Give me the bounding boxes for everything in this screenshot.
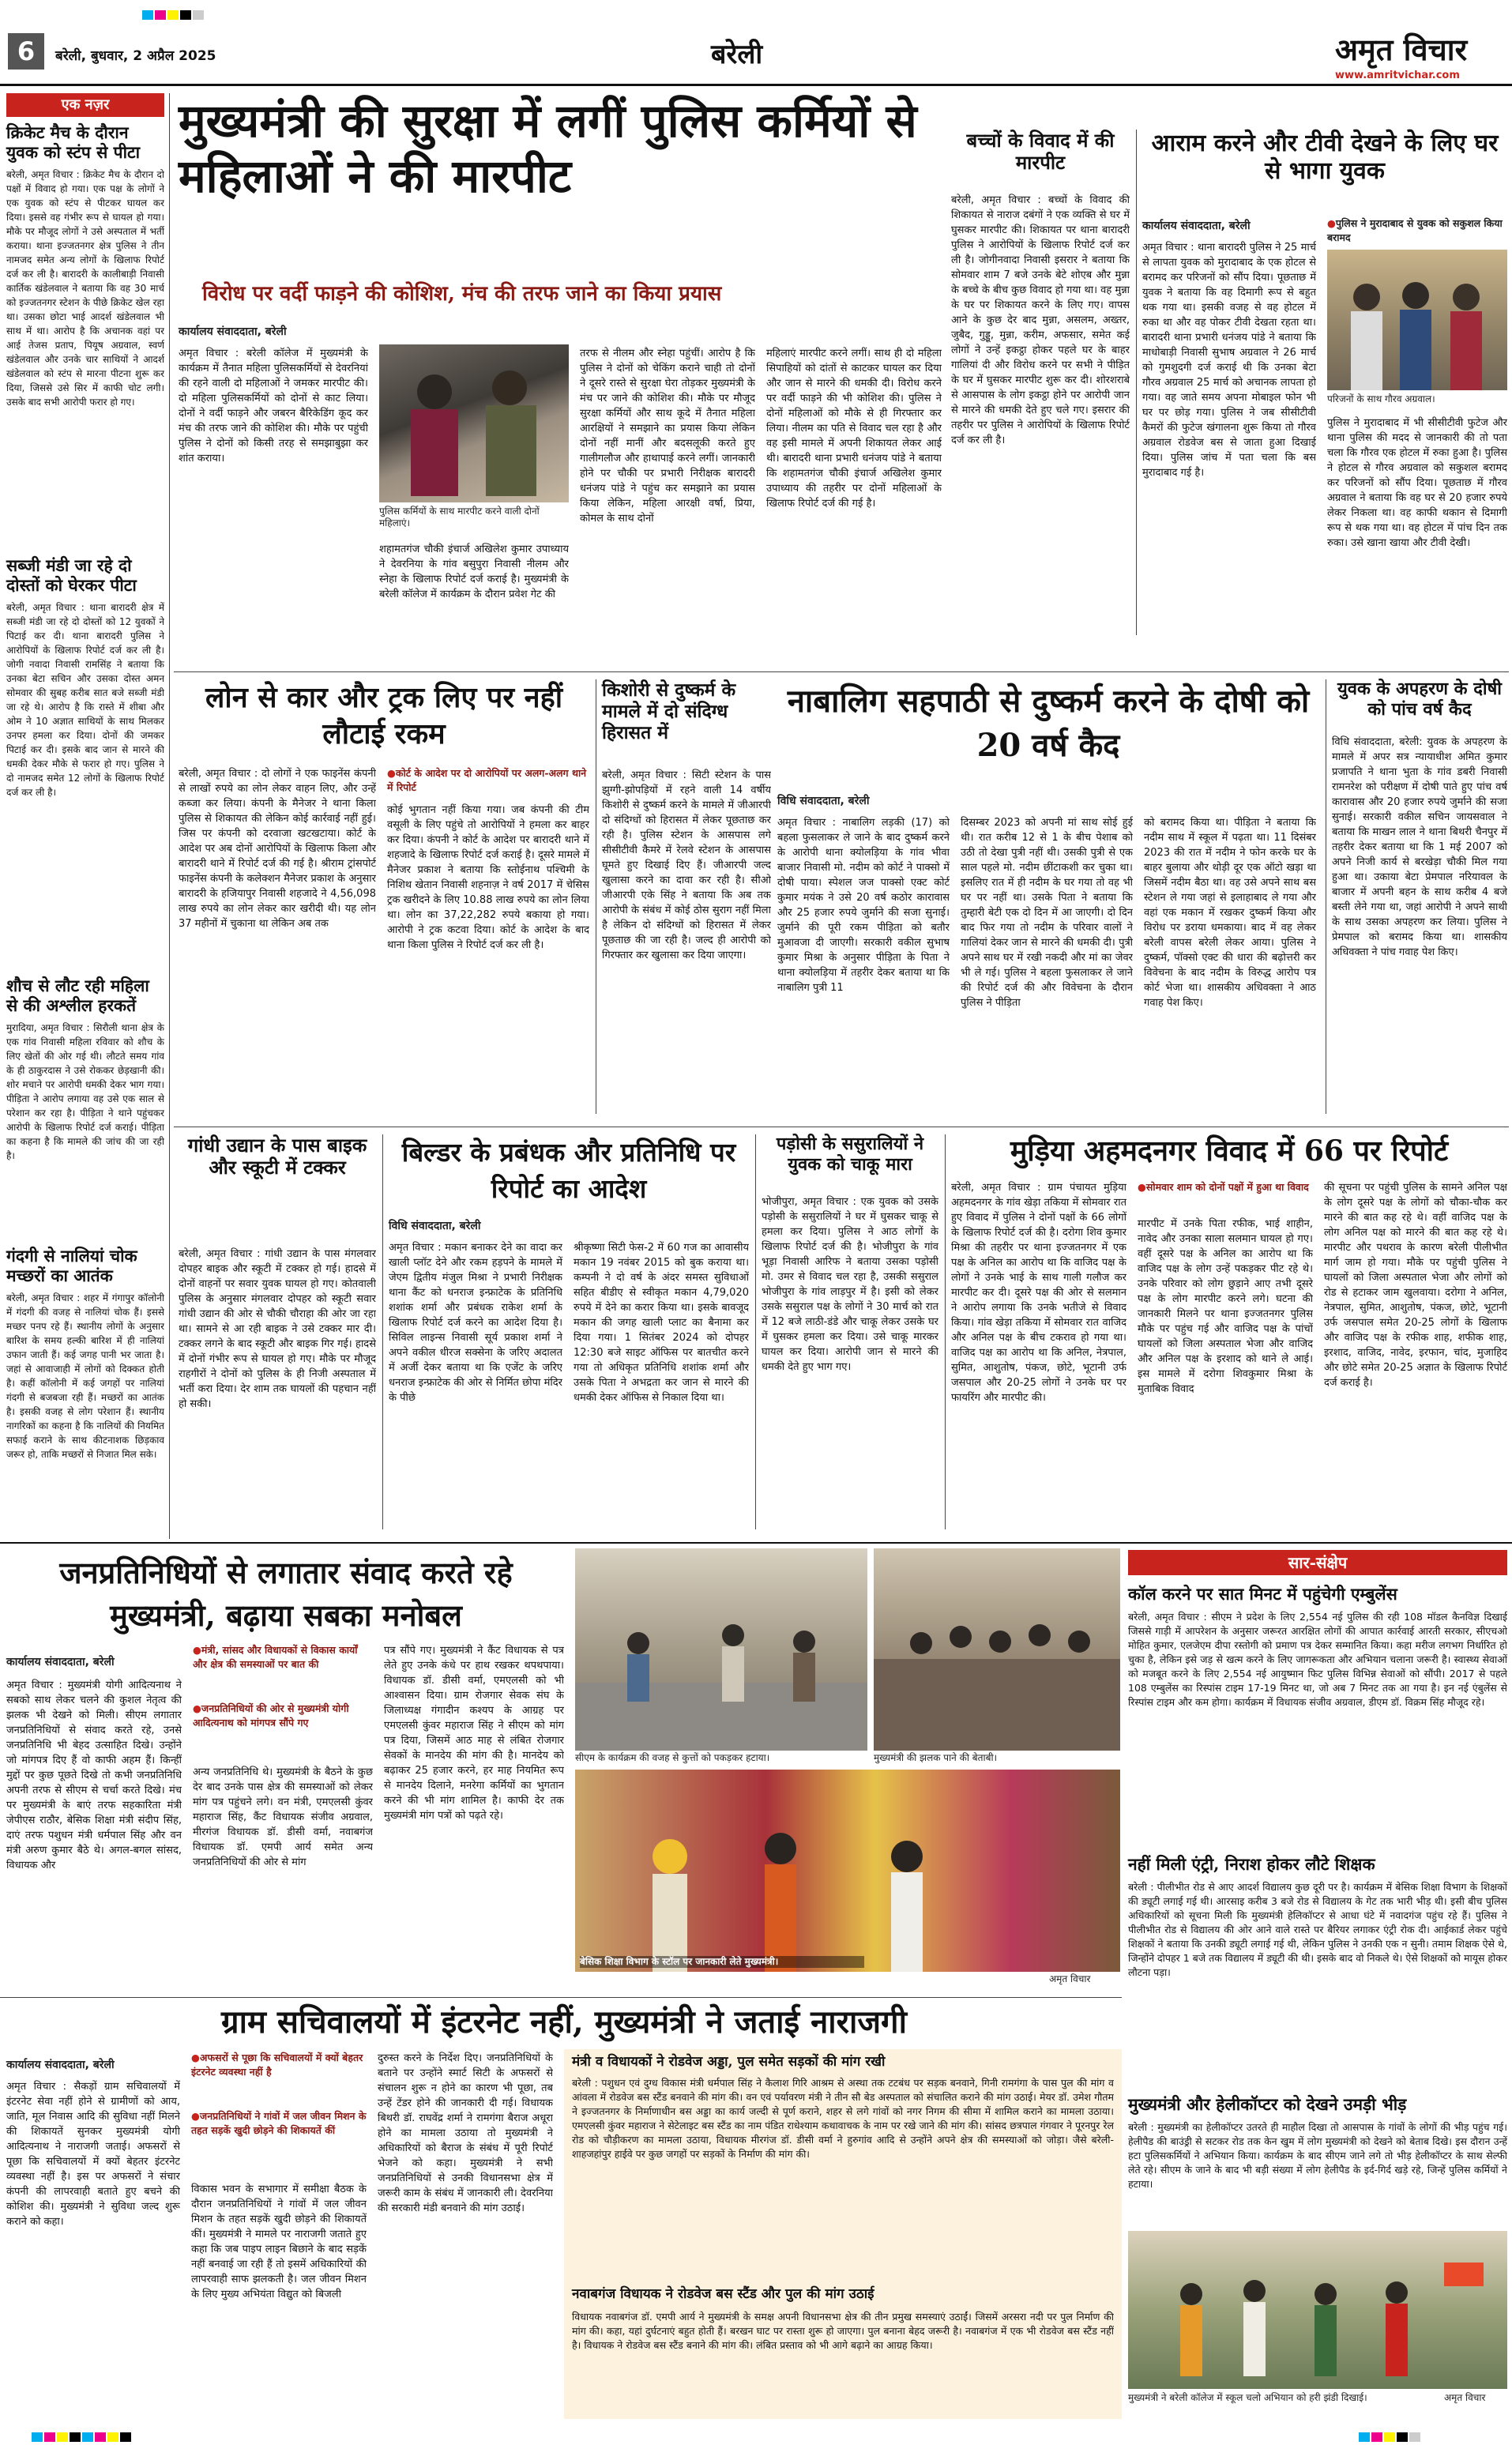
lead-subheadline: विरोध पर वर्दी फाड़ने की कोशिश, मंच की तरफ जाने का किया प्रयास [202,282,722,306]
story-title: लोन से कार और ट्रक लिए पर नहीं लौटाई रकम [205,681,563,750]
brand-logo [1335,28,1467,70]
story-body: मुरादिया, अमृत विचार : सिरौली थाना क्षेत्र के एक गांव निवासी महिला रविवार को शौच के लिए खेतों की ओर गई थी। लौटते समय गांव के ही ठाकुरदास ने उसे रोककर छेड़खानी की। शोर मचाने पर आरोपी धमकी देकर भाग गया। पीड़िता ने आरोप लगाया वह उसे एक साल से परेशान कर रहा है। पीड़िता ने थाने पहुंचकर आरोपी के खिलाफ रिपोर्ट दर्ज कराई। पीड़िता का कहना है कि मामले की जांच की जा रही है। [6,1022,164,1161]
story-body: बरेली : मुख्यमंत्री का हेलीकॉप्टर उतरते ही माहौल दिखा तो आसपास के गांवों के लोगों की भीड़ पहुंच गई। हेलीपैड की बाउंड्री से सटकर रोड तक केन खुम में लोग मुख्यमंत्री को देखने को बेताब दिखे। इस दौरान उन्हें हटा पुलिसकर्मियों ने अभियान किया। कार्यक्रम के बाद सीएम जाने लगे तो भीड़ हेलीकॉप्टर के साथ सेल्फी लेते रहे। सीएम के जाने के बाद भी बड़ी संख्या में लोग हेलीपैड के इर्द-गिर्द खड़े रहे, जिन्हें पुलिस कर्मियों ने हटाया। [1128,2121,1507,2190]
stall-image [575,1770,1120,1972]
column-divider [755,1134,756,1529]
section-rule [174,671,1509,672]
story-aaram [1142,130,1507,683]
story-byline: कार्यालय संवाददाता, बरेली [1142,220,1251,232]
story-byline: विधि संवाददाता, बरेली [389,1220,481,1232]
column-divider [382,1134,383,1529]
registration-marks [1359,2430,1422,2445]
story-title: मुड़िया अहमदनगर विवाद में 66 पर रिपोर्ट [1010,1134,1449,1168]
crowd-image [874,1548,1120,1751]
story-title: बच्चों के विवाद में की मारपीट [966,129,1115,175]
lead-col1: अमृत विचार : बरेली कॉलेज में मुख्यमंत्री के कार्यक्रम में तैनात महिला पुलिसकर्मियों से देवरनियां की रहने वाली दो महिलाओं ने जमकर मारपीट की। दो महिला पुलिसकर्मियों को दोनों से काट लिया। दोनों ने वर्दी फाड़ने और जबरन बैरिकेडिंग कूद कर मंच की तरफ जाने की कोशिश की। मौके पर पहुंची पुलिस ने दोनों को किसी तरह से समझाबुझा कर शांत कराया। [179,348,368,465]
story-title: जनप्रतिनिधियों से लगातार संवाद करते रहे मुख्यमंत्री, बढ़ाया सबका मनोबल [59,1555,513,1633]
story-col2: पुलिस ने मुरादाबाद में भी सीसीटीवी फुटेज और थाना पुलिस की मदद से जानकारी की तो पता चला कि गौरव एक होटल में रुका हुआ है। पुलिस ने होटल से गौरव अग्रवाल को सकुशल बरामद कर परिजनों को सौंप दिया। पूछताछ में गौरव अग्रवाल ने बताया कि वह घर से 20 हजार रुपये लेकर निकला था। वह काफी थकान से दिमागी रूप से थक गया था। वह होटल में पांच दिन तक रुका। उसे खाना खाया और टीवी देखी। [1327,417,1507,549]
story-mudiya [951,1134,1507,1537]
story-title: बिल्डर के प्रबंधक और प्रतिनिधि पर रिपोर्ट का आदेश [401,1137,736,1204]
story-highlight: ● जनप्रतिनिधियों की ओर से मुख्यमंत्री योगी आदित्यनाथ को मांगपत्र सौंपे गए [193,1702,373,1730]
story-kishori [602,679,771,1122]
story-title: ग्राम सचिवालयों में इंटरनेट नहीं, मुख्यमंत्री ने जताई नाराजगी [221,2003,907,2041]
photo-credit: अमृत विचार [1049,1973,1091,1984]
story-col1: बरेली, अमृत विचार : ग्राम पंचायत मुड़िया अहमदनगर के गांव खेड़ा तकिया में सोमवार रात हुए विवाद में पुलिस ने दोनों पक्षों के 66 लोगों के खिलाफ रिपोर्ट दर्ज की है। दरोगा शिव कुमार मिश्रा की तहरीर पर थाना इज्जतनगर में एक पक्ष के अनिल का आरोप था कि वाजिद पक्ष के लोगों ने उनके भाई के साथ गाली गलौज कर मारपीट कर दी। दूसरे पक्ष की ओर से सलमान ने आरोप लगाया कि उनके भतीजे से विवाद किया। गांव खेड़ा तकिया में सोमवार रात वाजिद और अनिल पक्ष के बीच टकराव हो गया था। वाजिद पक्ष का आरोप था कि अनिल, नेत्रपाल, सुमित, आशुतोष, पंकज, छोटे, भूटानी उर्फ जसपाल और 20-25 लोगों ने उनके घर पर फायरिंग और मारपीट की। [951,1182,1126,1404]
flag-off-image [1128,2231,1507,2389]
story-title: क्रिकेट मैच के दौरान युवक को स्टंप से पीटा [6,122,141,162]
story-title: कॉल करने पर सात मिनट में पहुंचेगी एम्बुलेंस [1128,1584,1397,1604]
crowd-image [575,1548,867,1751]
photo-grid [575,1548,1120,1991]
lead-story [179,93,945,662]
story-body: बरेली, अमृत विचार : शहर में गंगापुर कॉलोनी में गंदगी की वजह से नालियां चोक हैं। इससे मच्छर पनप रहे हैं। स्थानीय लोगों के अनुसार बारिश के समय हल्की बारिश में ही नालियां उफान जाती हैं। कई जगह पानी भर जाता है। जहां से आवाजाही में लोगों को दिक्कत होती है। कहीं कॉलोनी में कई जगहों पर नालियां गंदगी से बजबजा रही हैं। मच्छरों का आतंक है। इसकी वजह से लोग परेशान हैं। स्थानीय नागरिकों का कहना है कि नालियों की नियमित सफाई कराने के साथ कीटनाशक छिड़काव जरूर हो, ताकि मच्छरों से निजात मिल सके। [6,1292,164,1460]
story-title: पड़ोसी के ससुरालियों ने युवक को चाकू मारा [776,1134,924,1175]
story-byline: विधि संवाददाता, बरेली [777,795,870,807]
box-title: नवाबगंज विधायक ने रोडवेज बस स्टैंड और पुल की मांग उठाई [572,2286,874,2302]
column-divider [1136,130,1137,635]
story-body: भोजीपुरा, अमृत विचार : एक युवक को उसके पड़ोसी के ससुरालियों ने घर में घुसकर चाकू से हमला कर दिया। पुलिस ने आठ लोगों के खिलाफ रिपोर्ट दर्ज की है। भोजीपुरा के गांव भूड़ा निवासी आरिफ ने बताया उसका पड़ोसी मो. उमर से विवाद चल रहा है, उसकी ससुराल भोजीपुरा के गांव लाड़पुर में है। इसी को लेकर उसके ससुराल पक्ष के लोगों ने 30 मार्च को रात में 12 बजे लाठी-डंडे और चाकू लेकर उसके घर में घुसकर हमला कर दिया। उसे चाकू मारकर घायल कर दिया। आरोपी जान से मारने की धमकी देते हुए भाग गए। [762,1196,938,1373]
story-title: नाबालिग सहपाठी से दुष्कर्म करने के दोषी को 20 वर्ष कैद [787,683,1310,764]
lead-photo-caption: पुलिस कर्मियों के साथ मारपीट करने वाली दोनों महिलाएं। [379,506,540,528]
story-title: गंदगी से नालियां चोक मच्छरों का आतंक [6,1246,137,1285]
story-body: बरेली, अमृत विचार : क्रिकेट मैच के दौरान दो पक्षों में विवाद हो गया। एक पक्ष के लोगों ने एक युवक को स्टंप से पीटकर घायल कर दिया। इससे वह गंभीर रूप से घायल हो गया। मौके पर मौजूद लोगों ने उसे अस्पताल में भर्ती कराया। थाना इज्जतनगर क्षेत्र पुलिस ने तीन नामजद समेत अन्य लोगों के खिलाफ रिपोर्ट दर्ज कर ली है। बारादरी के कालीबाड़ी निवासी कार्तिक खंडेलवाल ने बताया कि वह 30 मार्च को इज्जतनगर स्टेशन के पीछे क्रिकेट खेल रहा था। उसका छोटा भाई आदर्श खंडेलवाल भी साथ में था। आरोप है कि अचानक वहां पर आई तेजस प्रताप, पियूष अग्रवाल, स्वर्ण खंडेलवाल और उनके चार साथियों ने आदर्श खंडेलवाल को स्टंप से मारना पीटना शुरू कर दिया, जिससे उसे सिर में काफी चोट लगी। उसके बाद सभी आरोपी फरार हो गए। [6,169,164,408]
ek-nazar-label: एक नज़र [6,93,164,117]
brand-text: अमृत विचार [1335,32,1468,67]
photo-caption: मुख्यमंत्री की झलक पाने की बेताबी। [874,1752,998,1763]
section-rule [0,1542,1512,1544]
story-col1: अमृत विचार : नाबालिग लड़की (17) को बहला फुसलाकर ले जाने के बाद दुष्कर्म करने के आरोपी थाना क्योलड़िया के गांव भीवा बाजार निवासी मो. नदीम को कोर्ट ने पाक्सो में दोषी पाया। स्पेशल जज पाक्सो एक्ट कोर्ट कुमार मयंक ने उसे 20 वर्ष कठोर कारावास और 25 हजार रुपये जुर्माने की सजा सुनाई। जुर्माने की पूरी रकम पीड़िता को बतौर मुआवजा दी जाएगी। सरकारी वकील सुभाष कुमार मिश्रा के अनुसार पीड़िता के पिता ने थाना क्योलड़िया में तहरीर देकर बताया था कि नाबालिग पुत्री 11 [777,817,950,994]
story-yuvak [1332,679,1507,1122]
lead-col2: शहामतगंज चौकी इंचार्ज अखिलेश कुमार उपाध्याय ने देवरनिया के गांव बसुपुरा निवासी नीलम और स्नेहा के खिलाफ रिपोर्ट दर्ज कराई है। मुख्यमंत्री के बरेली कॉलेज में कार्यक्रम के दौरान प्रवेश गेट की [379,544,569,600]
story-col2: दिसम्बर 2023 को अपनी मां साथ सोई हुई थी। रात करीब 12 से 1 के बीच पेशाब को उठी तो देखा पुत्री नहीं थी। उसकी पुत्री से एक साल पहले मो. नदीम छींटाकशी कर चुका था। इसलिए रात में ही नदीम के घर गया तो वह भी घर पर नहीं था। उसके पिता ने बताया कि तुम्हारी बेटी एक दो दिन में आ जाएगी। दो दिन बाद फिर गया तो नदीम के परिवार वालों ने गालियां देकर जान से मारने की धमकी दी। पुत्री अपने साथ घर में रखी नकदी और मां का जेवर भी ले गई। पुलिस ने बहला फुसलाकर ले जाने की रिपोर्ट दर्ज की और विवेचना के दौरान पुलिस ने पीड़िता [961,817,1133,1009]
story-byline: कार्यालय संवाददाता, बरेली [6,1656,115,1668]
story-body: बरेली, अमृत विचार : गांधी उद्यान के पास मंगलवार दोपहर बाइक और स्कूटी में टक्कर हो गई। हादसे में दोनों वाहनों पर सवार युवक घायल हो गए। कोतवाली पुलिस के अनुसार मंगलवार दोपहर को स्कूटी सवार गांधी उद्यान की ओर से चौकी चौराहा की ओर जा रहा था। सामने से आ रही बाइक ने उसे टक्कर मार दी। टक्कर लगने के बाद स्कूटी और बाइक गिर गई। हादसे में दोनों गंभीर रूप से घायल हो गए। मौके पर मौजूद राहगीरों ने दोनों को पुलिस के ही निजी अस्पताल में भर्ती करा दिया। देर शाम तक घायलों की पहचान नहीं हो सकी। [179,1248,376,1410]
lead-photo [379,344,569,502]
story-title: नहीं मिली एंट्री, निराश होकर लौटे शिक्षक [1128,1854,1375,1874]
story-byline: कार्यालय संवाददाता, बरेली [6,2059,115,2071]
story-col1: अमृत विचार : मकान बनाकर देने का वादा कर खाली प्लॉट देने और रकम हड़पने के मामले में जेएम द्वितीय मंजुल मिश्रा ने प्रभारी निरीक्षक थाना कैंट को धनराज इन्फ्राटेक के प्रतिनिधि शशांक शर्मा और प्रबंधक राकेश शर्मा के खिलाफ रिपोर्ट दर्ज करने का आदेश दिया है। सिविल लाइन्स निवासी सूर्य प्रकाश शर्मा ने अपने वकील धीरज सक्सेना के जरिए अदालत में अर्जी देकर बताया था कि एजेंट के जरिए धनराज इन्फ्राटेक की ओर से निर्मित छोपा मंदिर के पीछे [389,1242,562,1404]
story-col1: बरेली, अमृत विचार : दो लोगों ने एक फाइनेंस कंपनी से लाखों रुपये का लोन लेकर वाहन लिए, और उन्हें कब्जा कर लिया। कंपनी के मैनेजर ने थाना किला पुलिस से शिकायत की लेकिन कोई कार्रवाई नहीं हुई। जिस पर कंपनी को दरवाजा खटखटाया। कोर्ट के आदेश पर अब दोनों आरोपियों के खिलाफ किला और बारादरी थाने में रिपोर्ट दर्ज की गई है। श्रीराम ट्रांसपोर्ट फाइनेंस कंपनी के कलेक्शन मैनेजर प्रकाश के अनुसार बारादरी के हजियापुर निवासी शहजादे ने 4,56,098 लाख रुपये का लोन लेकर कार खरीदी थी। यह लोन 37 महीनों में चुकाना था लेकिन अब तक [179,768,376,930]
story-col3: दुरुस्त करने के निर्देश दिए। जनप्रतिनिधियों के बताने पर उन्होंने स्मार्ट सिटी के अफसरों से संचालन शुरू न होने का कारण भी पूछा, तब उन्हें टेंडर होने की जानकारी दी गई। विधायक बिथरी डॉ. राघवेंद्र शर्मा ने रामगंगा बैराज अधूरा होने का मामला उठाया तो मुख्यमंत्री ने अधिकारियों को बैराज के संबंध में पूरी रिपोर्ट भेजने को कहा। मुख्यमंत्री ने सभी जनप्रतिनिधियों से उनकी विधानसभा क्षेत्र में जरूरी काम के संबंध में जानकारी ली। देवरनिया की सरकारी मंडी बनवाने की मांग उठाई। [378,2052,553,2214]
photo-caption: मुख्यमंत्री ने बरेली कॉलेज में स्कूल चलो अभियान को हरी झंडी दिखाई। [1128,2392,1367,2403]
header-rule [0,84,1512,86]
story-padosi [762,1134,938,1537]
story-title: युवक के अपहरण के दोषी को पांच वर्ष कैद [1337,679,1502,720]
photo-caption: सीएम के कार्यक्रम की वजह से कुत्तों को पकड़कर हटाया। [575,1752,770,1763]
lead-headline: मुख्यमंत्री की सुरक्षा में लगीं पुलिस कर्मियों से महिलाओं ने की मारपीट [179,94,917,203]
story-gram [6,2003,1122,2422]
story-body: बरेली, अमृत विचार : सीएम ने प्रदेश के लिए 2,554 नई पुलिस की रही 108 मॉडल कैनविज्ञ दिखाई जिससे गाड़ी में आपरेशन के अनुसार जरूरत आरक्षित लोगों की आपात कार्रवाई आरती सरकार, सीएचओ मोहित कुमार, एलजेएम दीपा रस्तोगी को प्रमाण पत्र देकर सम्मानित किया। कहा मरीज लगभग निर्धारित हो चुका है, लेकिन इसे जड़ से खत्म करने के लिए जागरूकता और अभियान चलाना जरूरी है। स्वास्थ्य सेवाओं को मजबूत करने के लिए 2,554 नई आयुष्मान फिट पुलिस विभिन्न सेवाओं को सौंपी। 2017 से पहले 108 एम्बुलेंस का रिस्पांस टाइम 17-19 मिनट था, जो अब 7 मिनट तक आ गया है। इन नई एंबुलेंस से रिस्पांस टाइम और कम होगा। कार्यक्रम में विधायक संजीव अग्रवाल, डीएम डॉ. विक्रम सिंह मौजूद रहे। [1128,1611,1507,1708]
story-title: शौच से लौट रही महिला से की अश्लील हरकतें [6,976,149,1015]
story-bachon [951,130,1130,635]
story-body: बरेली : पीलीभीत रोड से आए आदर्श विद्यालय कुछ दूरी पर है। कार्यक्रम में बेसिक शिक्षा विभाग के शिक्षकों की ड्यूटी लगाई गई थी। आरसाइ करीब 3 बजे रोड से विद्यालय के गेट तक भारी भीड़ थी। इसी बीच पुलिस अधिकारियों को सूचना मिली कि मुख्यमंत्री हेलिकॉप्टर से आधा घंटे में नवादगंज पहुंच रहे हैं। पुलिस ने पीलीभीत रोड से विद्यालय की ओर आने वाले रास्ते पर बैरियर लगाकर एंट्री रोक दी। आईकार्ड लेकर पहुंचे शिक्षकों ने बताया कि उनकी ड्यूटी लगाई गई थी, लेकिन पुलिस ने उनकी एक न सुनी। तमाम शिक्षक ऐसे थे, जिन्होंने दोपहर 1 बजे तक विद्यालय में ड्यूटी की थी। इसके बाद वो निकले थे। ऐसे शिक्षकों को मायूस होकर लौटना पड़ा। [1128,1881,1507,1978]
story-col3: को बरामद किया था। पीड़िता ने बताया कि नदीम साथ में स्कूल में पढ़ता था। 11 दिसंबर 2023 की रात में नदीम ने फोन करके घर के बाहर बुलाया और थोड़ी दूर एक ऑटो खड़ा था जिसमें नदीम बैठा था। वह उसे अपने साथ बस स्टेशन ले गया जहां से इलाहाबाद ले गया और वहां एक मकान में रखकर दुष्कर्म किया और विरोध पर डराया धमकाया। बाद में वह लेकर बरेली वापस बरेली लेकर आया। पुलिस ने दुष्कर्म, पॉक्सो एक्ट की धारा की बढ़ोत्तरी कर विवेचना के बाद नदीम के विरुद्ध आरोप पत्र कोर्ट भेजा था। शासकीय अधिवक्ता ने आठ गवाह पेश किए। [1144,817,1316,1009]
box-body: बरेली : पशुधन एवं दुग्ध विकास मंत्री धर्मपाल सिंह ने कैलाश गिरि आश्रम से अस्था तक टटबंध पर सड़क बनवाने, गिनी रामगंगा के पास पुल की मांग व आंवला में रोडवेज बस स्टैंड बनवाने की मांग की। वन एवं पर्यावरण मंत्री ने तीन सौ बेड अस्पताल को संचालित कराने की मांग उठाई। मेयर डॉ. उमेश गौतम ने इज्जतनगर के निर्माणाधीन बस अड्डा का कार्य जल्दी से पूर्ण कराने, शहर से लगे गांवों को नगर निगम की सीमा में शामिल कराने का मामला उठाया। एमएलसी कुंवर महाराज ने सेटेलाइट बस स्टैंड का नाम पंडित राधेश्याम कथावाचक के नाम पर रखे जाने की मांग की। सांसद छत्रपाल गंगवार ने पूरनपुर रेल रोड को चौड़ीकरण का मामला उठाया, विधायक मीरगंज डॉ. डीसी वर्मा ने हुरुगांव आदि से उन्होंने अपने क्षेत्र की समस्याओं को जोड़ा। जैसे बरेली-शाहजहांपुर हाईवे पर कुछ जगहों पर सड़कों के निर्माण की मांग की। [572,2077,1114,2160]
story-highlight: ● कोर्ट के आदेश पर दो आरोपियों पर अलग-अलग थाने में रिपोर्ट [387,766,589,795]
family-photo [1327,250,1507,390]
news-photo [1128,2231,1507,2389]
registration-marks [142,8,205,23]
story-col2: मारपीट में उनके पिता रफीक, भाई शाहीन, नावेद और उनका साला सलमान घायल हो गए। वहीं दूसरे पक्ष के अनिल का आरोप था कि वाजिद पक्ष के लोग उन्हें पकड़कर पीट रहे थे। उनके परिवार को लोग छुड़ाने आए तभी दूसरे पक्ष के लोग मारपीट करने लगे। घटना की जानकारी मिलने पर थाना इज्जतनगर पुलिस मौके पर पहुंच गई और वाजिद पक्ष के पांचों घायलों को जिला अस्पताल भेजा और वाजिद और अनिल पक्ष के इरशाद को थाने ले आई। इस मामले में दरोगा शिवकुमार मिश्रा के मुताबिक विवाद [1138,1218,1313,1395]
saar-sankshep [1128,1550,1507,2403]
registration-marks [32,2430,133,2445]
news-photo [575,1770,1120,1972]
story-highlight: ● अफसरों से पूछा कि सचिवालयों में क्यों बेहतर इंटरनेट व्यवस्था नहीं है [191,2051,367,2079]
story-col1: अमृत विचार : मुख्यमंत्री योगी आदित्यनाथ ने सबको साथ लेकर चलने की कुशल नेतृत्व की झलक भी देखने को मिली। सीएम लगातार जनप्रतिनिधियों से संवाद करते रहे, उनसे जनप्रतिनिधि भी बेहद उत्साहित दिखे। उन्होंने जो मांगपत्र दिए हैं वो काफी अहम हैं। किन्हीं मुद्दों पर कुछ पूछते दिखे तो कभी जनप्रतिनिधि अपनी तरफ से सीएम से चर्चा करते दिखे। मंच पर मुख्यमंत्री के बाएं तरफ सहकारिता मंत्री जेपीएस राठौर, बेसिक शिक्षा मंत्री संदीप सिंह, दाएं तरफ पशुधन मंत्री धर्मपाल सिंह और वन मंत्री अरुण कुमार बैठे थे। अगल-बगल सांसद, विधायक और [6,1680,182,1871]
story-body: बरेली, अमृत विचार : सिटी स्टेशन के पास झुग्गी-झोपड़ियों में रहने वाली 14 वर्षीय किशोरी से दुष्कर्म करने के मामले में जीआरपी दो संदिग्धों को हिरासत में लेकर पूछताछ कर रही है। पुलिस स्टेशन के आसपास लगे सीसीटीवी कैमरे में रेलवे स्टेशन के आसपास घूमते हुए दिखाई दिए हैं। जीआरपी जल्द खुलासा करने का दावा कर रही है। सीओ जीआरपी एके सिंह ने बताया कि अब तक आरोपी के संबंध में कोई ठोस सुराग नहीं मिला है लेकिन दो संदिग्धों को हिरासत में लेकर पूछताछ की जा रही है। जल्द ही आरोपी को गिरफ्तार कर खुलासा कर दिया जाएगा। [602,769,771,961]
gram-demands-box [564,2049,1122,2419]
story-col3: की सूचना पर पहुंची पुलिस के सामने अनिल पक्ष के लोग दूसरे पक्ष के लोगों को चौका-चौक कर मारने की बात कह रहे थे। वहीं वाजिद पक्ष के लोग अनिल पक्ष को मारने की बात कह रहे थे। मारपीट और पथराव के कारण बरेली पीलीभीत मार्ग जाम हो गया। मौके पर पहुंची पुलिस ने घायलों को जिला अस्पताल भेजा और लोगों को रोड से हटाकर जाम खुलवाया। दरोगा ने अनिल, नेत्रपाल, सुमित, आशुतोष, पंकज, छोटे, भूटानी उर्फ जसपाल समेत 20-25 लोगों के खिलाफ और वाजिद पक्ष के रफीक शाह, शफीक शाह, इरशाद, वाजिद, नावेद, इरफान, चांद, मुजाहिद और छोटे समेत 20-25 अज्ञात के खिलाफ रिपोर्ट दर्ज कराई है। [1324,1182,1507,1389]
story-highlight: ● पुलिस ने मुरादाबाद से युवक को सकुशल किया बरामद [1327,216,1507,245]
story-title: किशोरी से दुष्कर्म के मामले में दो संदिग्ध हिरासत में [602,679,736,744]
story-title: गांधी उद्यान के पास बाइक और स्कूटी में टक्कर [187,1134,367,1179]
story-col2: कोई भुगतान नहीं किया गया। जब कंपनी की टीम वसूली के लिए पहुंचे तो आरोपियों ने हमला कर बाहर कर दिया। कंपनी ने कोर्ट के आदेश पर बारादरी थाने में शहजादे के खिलाफ रिपोर्ट दर्ज कराई है। दूसरे मामले में मैनेजर प्रकाश ने बताया कि स्तोईनाथ पश्चिमी के निशिथ खेतान निवासी शहनाज़ ने वर्ष 2017 में चेसिस ट्रक खरीदने के लिए 10.88 लाख रुपये का लोन लिया था। लोन का 37,22,282 रुपये बकाया हो गया। आरोपी ने ट्रक कटवा दिया। कोर्ट के आदेश के बाद थाना किला पुलिस ने रिपोर्ट दर्ज कर ली है। [387,804,589,951]
section-rule [0,1997,1122,1998]
story-body: बरेली, अमृत विचार : थाना बारादरी क्षेत्र में सब्जी मंडी जा रहे दो दोस्तों को 12 युवकों ने पिटाई कर दी। थाना बारादरी पुलिस ने आरोपियों के खिलाफ रिपोर्ट दर्ज कर ली है। जोगी नवादा निवासी रामसिंह ने बताया कि उनका बेटा सचिन और उसका दोस्त अमन सोमवार की सुबह करीब सात बजे सब्जी मंडी जा रहे थे। आरोप है कि रास्ते में शीबा और ओम ने 10 अज्ञात साथियों के साथ मिलकर उनपर हमला कर दिया। दोनों की जमकर पिटाई कर दी। इसके बाद जान से मारने की धमकी देकर मौके से फरार हो गए। पुलिस ने दो नामजद समेत 12 लोगों के खिलाफ रिपोर्ट दर्ज कर ली है। [6,602,164,798]
story-gandhi [179,1134,376,1537]
story-highlight: ● जनप्रतिनिधियों ने गांवों में जल जीवन मिशन के तहत सड़कें खुदी छोड़ने की शिकायतें कीं [191,2109,367,2138]
website-url[interactable]: www.amritvichar.com [1335,70,1460,81]
box-title: मंत्री व विधायकों ने रोडवेज अड्डा, पुल समेत सड़कों की मांग रखी [572,2054,886,2070]
photo-caption: बेसिक शिक्षा विभाग के स्टॉल पर जानकारी लेते मुख्यमंत्री। [580,1956,864,1968]
photo-credit: अमृत विचार [1444,2392,1486,2403]
story-builder [389,1134,749,1537]
lead-col3: तरफ से नीलम और स्नेहा पहुंचीं। आरोप है कि पुलिस ने दोनों को चेकिंग कराने चाही तो दोनों ने दूसरे रास्ते से सुरक्षा घेरा तोड़कर मुख्यमंत्री के मंच पर जाने की कोशिश की। मौके पर मौजूद सुरक्षा कर्मियों और साथ कूदे में तैनात महिला आरक्षियों ने समझाने का प्रयास किया लेकिन दोनों नहीं मानीं और बदसलूकी करते हुए गालीगलौज और हाथापाई करने लगीं। जानकारी होने पर चौकी पर प्रभारी निरीक्षक बारादरी धनंजय पांडे ने पहुंच कर समझाने का प्रयास किया लेकिन, महिला आरक्षी वर्षा, प्रिया, कोमल के साथ दोनों [580,348,755,525]
story-col1: अमृत विचार : सैकड़ों ग्राम सचिवालयों में इंटरनेट सेवा नहीं होने से ग्रामीणों को आय, जाति, मूल निवास आदि की सुविधा नहीं मिलने की शिकायतें सुनकर मुख्यमंत्री योगी आदित्यनाथ ने नाराजगी जताई। अफसरों से पूछा कि सचिवालयों में क्यों बेहतर इंटरनेट व्यवस्था नहीं है। इस पर अफसरों ने संचार कंपनी की लापरवाही बताते हुए बचने की कोशिश की। मुख्यमंत्री ने सुविधा जल्द शुरू कराने को कहा। [6,2081,180,2228]
photo-caption: परिजनों के साथ गौरव अग्रवाल। [1327,393,1435,404]
story-lone [179,679,589,1122]
story-body: विधि संवाददाता, बरेली: युवक के अपहरण के मामले में अपर सत्र न्यायाधीश अमित कुमार प्रजापति ने थाना भुता के गांव डबरी निवासी रामनरेश को परीक्षण में दोषी पाते हुए पांच वर्ष कारावास और 20 हजार रुपये जुर्माने की सजा सुनाई। सरकारी वकील सचिन जायसवाल ने बताया कि माखन लाल ने थाना बिथरी चैनपुर में तहरीर देकर बताया था कि 1 मई 2007 को अपने निजी कार्य से बरखेड़ा चौकी मिल गया हुआ था। उकाया बेटा प्रेमपाल नरियावल के बाजार में अपनी बहन के साथ करीब 4 बजे बस्ती लेने गया था, जहां आरोपी ने अपने साथी के साथ उसका अपहरण कर लिया। पुलिस ने प्रेमपाल को बरामद किया था। शासकीय अधिवक्ता ने पांच गवाह पेश किए। [1332,736,1507,958]
lead-byline: कार्यालय संवाददाता, बरेली [179,325,287,338]
news-photo [874,1548,1120,1751]
people-image [1327,250,1507,390]
story-col2: श्रीकृष्णा सिटी फेस-2 में 60 गज का आवासीय मकान 19 नवंबर 2015 को बुक कराया था। कम्पनी ने दो वर्ष के अंदर समस्त सुविधाओं सहित बीडीए से स्वीकृत मकान 4,79,020 रुपये में देने का करार किया था। इसके बावजूद मकान की जगह खाली प्लाट का बैनामा कर दिया गया। 1 सितंबर 2024 को दोपहर 12:30 बजे साइट ऑफिस पर बातचीत करने गया तो अधिकृत प्रतिनिधि शशांक शर्मा और उसके पिता ने अभद्रता कर जान से मारने की धमकी देकर ऑफिस से निकाल दिया था। [574,1242,749,1404]
page-header [0,0,1512,81]
saar-label: सार-संक्षेप [1128,1550,1507,1575]
dateline: बरेली, बुधवार, 2 अप्रैल 2025 [55,48,216,64]
story-nabalig [777,679,1319,1122]
lead-col4: महिलाएं मारपीट करने लगीं। साथ ही दो महिला सिपाहियों को दांतों से काटकर घायल कर दिया और जान से मारने की धमकी दी। विरोध करने पर वर्दी फाड़ने की भी कोशिश की। पुलिस ने दोनों महिलाओं को मौके से ही गिरफ्तार कर लिया। नीलम का पति से विवाद चल रहा है और वह इसी मामले में अपनी शिकायत लेकर आई थी। बारादरी थाना प्रभारी धनंजय पांडे ने बताया कि शहामतगंज चौकी इंचार्ज अखिलेश कुमार उपाध्याय की तहरीर पर दोनों महिलाओं के खिलाफ रिपोर्ट दर्ज की गई है। [766,348,942,510]
story-title: आराम करने और टीवी देखने के लिए घर से भागा युवक [1151,130,1499,186]
story-title: मुख्यमंत्री और हेलीकॉप्टर को देखने उमड़ी भीड़ [1128,2094,1407,2114]
column-divider [169,93,170,1539]
story-highlight: ● मंत्री, सांसद और विधायकों से विकास कार्यों और क्षेत्र की समस्याओं पर बात की [193,1643,373,1672]
column-divider [945,1134,946,1529]
story-col3: पत्र सौंपे गए। मुख्यमंत्री ने कैंट विधायक से पत्र लेते हुए उनके कंधे पर हाथ रखकर थपथपाया। विधायक डॉ. डीसी वर्मा, एमएलसी को भी आश्वासन दिया। ग्राम रोजगार सेवक संघ के जिलाध्यक्ष गंगादीन कश्यप के आग्रह पर एमएलसी कुंवर महाराज सिंह ने सीएम को मांग पत्र दिया, जिसमें आठ माह से लंबित रोजगार सेवकों के मानदेय की मांग की है। मानदेय को बढ़ाकर 25 हजार करने, हर माह नियमित रूप से मानदेय दिलाने, मनरेगा कर्मियों का भुगतान करने की भी मांग शामिल है। काफी देर तक मुख्यमंत्री मांग पत्रों को पढ़ते रहे। [384,1645,564,1822]
page-number: 6 [8,33,44,70]
story-col1: अमृत विचार : थाना बारादरी पुलिस ने 25 मार्च से लापता युवक को मुरादाबाद के एक होटल से बरामद कर परिजनों को सौंप दिया। पूछताछ में युवक ने बताया कि वह दिमागी रूप से बहुत थक गया था। इसकी वजह से वह होटल में रुका था और वह पोकर टीवी देखता रहता था। बारादरी थाना प्रभारी धनंजय पांडे ने बताया कि माधोबाड़ी निवासी सुभाष अग्रवाल ने 26 मार्च को गुमशुदगी दर्ज कराई थी कि उनका बेटा गौरव अग्रवाल 25 मार्च को अचानक लापता हो गया। वह जाते समय अपना मोबाइल फोन भी घर पर छोड़ गया। पुलिस ने जब सीसीटीवी कैमरों की फुटेज खंगालना शुरू किया तो गौरव अग्रवाल रोडवेज बस से जाता हुआ दिखाई दिया। पुलिस जांच में पता चला कि बस मुरादाबाद गई है। [1142,242,1316,479]
story-body: बरेली, अमृत विचार : बच्चों के विवाद की शिकायत से नाराज दबंगों ने एक व्यक्ति से घर में घुसकर मारपीट की। शिकायत पर थाना बारादरी पुलिस ने आरोपियों के खिलाफ रिपोर्ट दर्ज कर ली है। जोगीनवादा निवासी इसरार ने बताया कि सोमवार शाम 7 बजे उनके बेटे शोएब और मुन्ना के बच्चे के बीच कुछ विवाद हो गया था। वह मुन्ना के घर पर शिकायत करने के लिए गए। वापस आने के कुछ देर बाद मुन्ना, असलम, अख्तर, जुबैद, गुड्डू, मुन्ना, करीम, अफसार, समेत कई लोगों ने उन्हें इकट्ठा होकर पहले घर के बाहर गालियां दी और विरोध करने पर सभी ने पीड़ित के घर में घुसकर मारपीट शुरू कर दी। शोरशराबे से आसपास के लोग इकट्ठा होने पर आरोपी जान से मारने की धमकी देते हुए चले गए। इसरार की तहरीर पर पुलिस ने आरोपियों के खिलाफ रिपोर्ट दर्ज कर ली है। [951,194,1130,446]
ek-nazar-column [6,93,164,1531]
story-col2: अन्य जनप्रतिनिधि थे। मुख्यमंत्री के बैठने के कुछ देर बाद उनके पास क्षेत्र की समस्याओं को लेकर मांग पत्र पहुंचने लगे। वन मंत्री, एमएलसी कुंवर महाराज सिंह, कैंट विधायक संजीव अग्रवाल, मीरगंज विधायक डॉ. डीसी वर्मा, नवाबगंज विधायक डॉ. एमपी आर्य समेत अन्य जनप्रतिनिधियों की ओर से मांग [193,1766,373,1868]
people-image [379,344,569,502]
story-title: सब्जी मंडी जा रहे दो दोस्तों को घेरकर पीटा [6,555,137,595]
story-col2: विकास भवन के सभागार में समीक्षा बैठक के दौरान जनप्रतिनिधियों ने गांवों में जल जीवन मिशन के तहत सड़कें खुदी छोड़ने की शिकायतें कीं। मुख्यमंत्री ने मामले पर नाराजगी जताते हुए कहा कि जब पाइप लाइन बिछाने के बाद सड़कें नहीं बनवाई जा रही हैं तो इसमें अधिकारियों की लापरवाही साफ झलकती है। जल जीवन मिशन के लिए मुख्य अभियंता विद्युत को बिजली [191,2184,367,2300]
story-highlight: ● सोमवार शाम को दोनों पक्षों में हुआ था विवाद [1138,1180,1313,1194]
news-photo [575,1548,867,1751]
box-body: विधायक नवाबगंज डॉ. एमपी आर्य ने मुख्यमंत्री के समक्ष अपनी विधानसभा क्षेत्र की तीन प्रमुख समस्याएं उठाईं। जिसमें अरसरा नदी पर पुल निर्माण की मांग की। कहा, यहां दुर्घटनाएं बहुत होती हैं। बरखन घाट पर रास्ता शुरू हो जाएगा। पुल बनाना बेहद जरूरी है। नवाबगंज में एक भी रोडवेज बस स्टैंड नहीं है। विधायक ने रोडवेज बस स्टैंड बनाने की मांग की। लंबित प्रस्ताव को भी आगे बढ़ाने का आग्रह किया। [572,2311,1114,2351]
city-name: बरेली [711,39,763,70]
story-jan [6,1552,566,1994]
